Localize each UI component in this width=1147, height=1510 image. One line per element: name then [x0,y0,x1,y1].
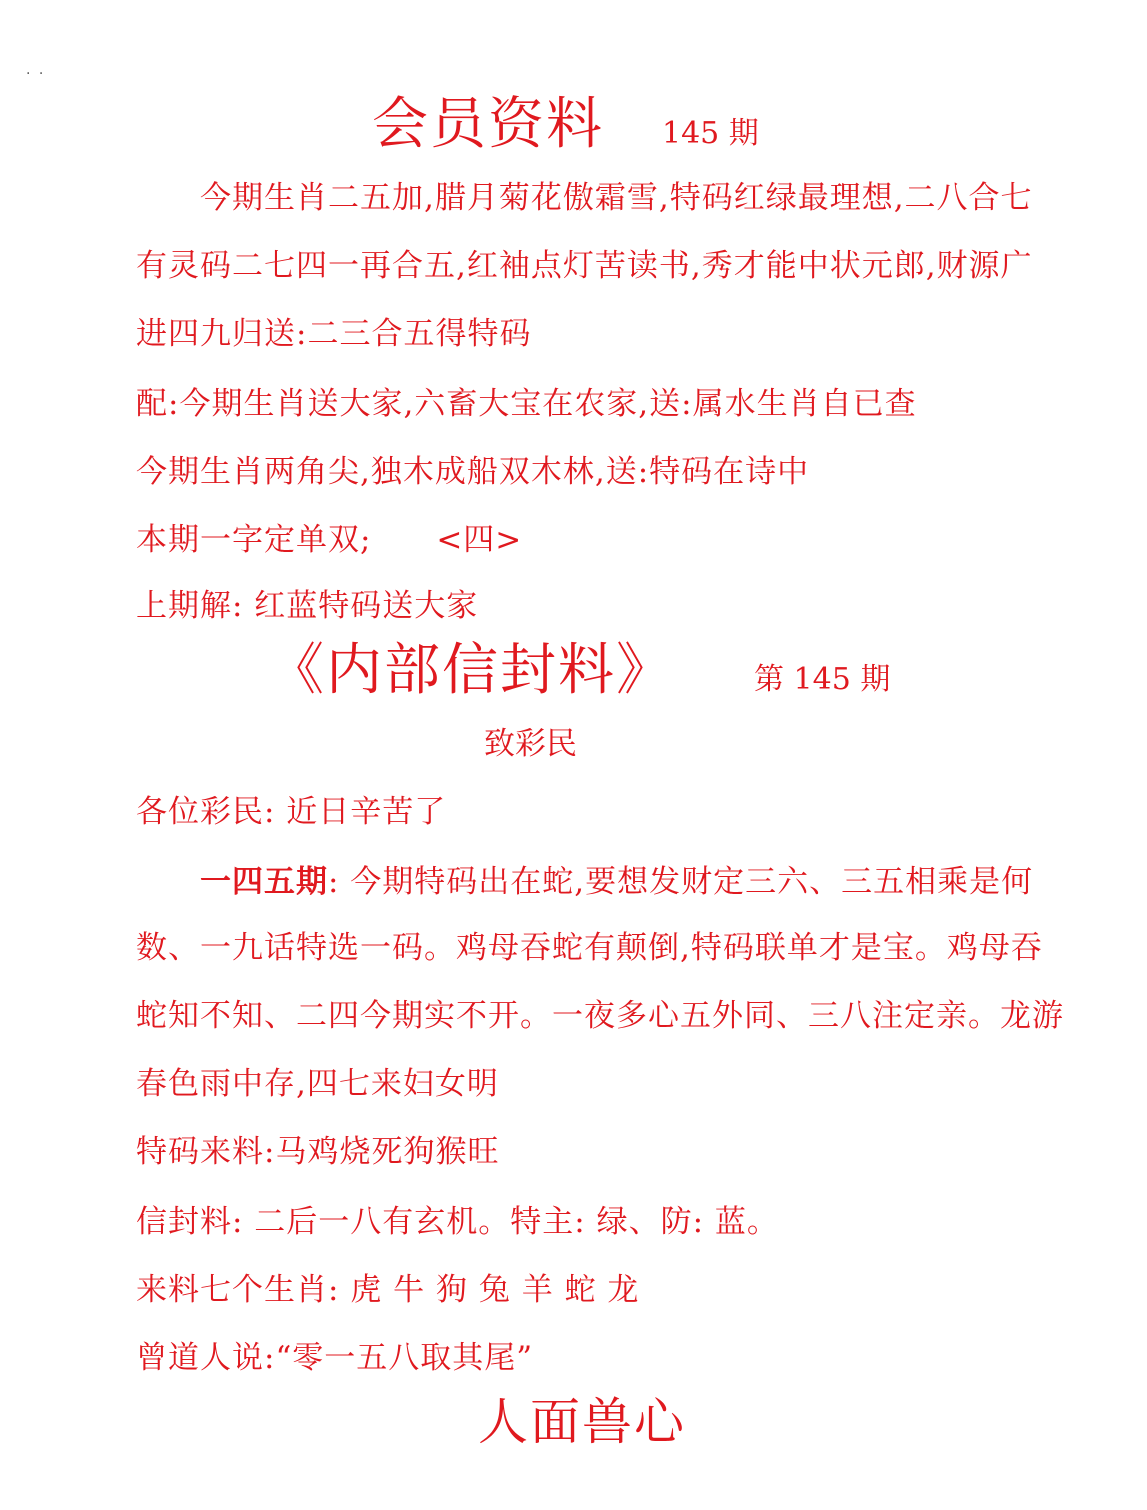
zodiac-list-line: 来料七个生肖: 虎 牛 狗 兔 羊 蛇 龙 [136,1272,640,1308]
corner-mark: . . [26,62,46,78]
single-double-line [136,514,522,559]
paragraph-text: : 今期特码出在蛇,要想发财定三六、三五相乘是何 [328,864,1034,900]
paragraph-line: 春色雨中存,四七来妇女明 [136,1066,499,1102]
quote-line: 曾道人说:“零一五八取其尾” [136,1340,534,1376]
member-info-header [372,80,759,160]
greeting-line: 各位彩民: 近日辛苦了 [136,794,447,830]
paragraph-line: 数、一九话特选一码。鸡母吞蛇有颠倒,特码联单才是宝。鸡母吞 [136,930,1043,966]
issue-lead: 一四五期 [200,864,328,900]
envelope-hint-line: 信封料: 二后一八有玄机。特主: 绿、防: 蓝。 [136,1204,779,1240]
envelope-subtitle: 致彩民 [484,726,577,762]
envelope-issue: 第 145 期 [754,662,891,697]
text-line: 有灵码二七四一再合五,红袖点灯苦读书,秀才能中状元郎,财源广 [136,248,1033,284]
paragraph-line [200,856,1033,901]
closing-title: 人面兽心 [478,1393,686,1451]
special-code-line: 特码来料:马鸡烧死狗猴旺 [136,1134,500,1170]
envelope-title: 《内部信封料》 [268,638,674,703]
member-info-issue: 145 期 [662,116,759,151]
paragraph-line: 蛇知不知、二四今期实不开。一夜多心五外同、三八注定亲。龙游 [136,998,1064,1034]
member-info-title: 会员资料 [372,92,604,157]
envelope-header [268,626,890,706]
text-line: 配:今期生肖送大家,六畜大宝在农家,送:属水生肖自已查 [136,386,917,422]
single-double-answer: <四> [436,522,523,558]
single-double-label: 本期一字定单双; [136,522,372,558]
text-line: 今期生肖两角尖,独木成船双木林,送:特码在诗中 [136,454,810,490]
last-issue-explanation: 上期解: 红蓝特码送大家 [136,588,479,624]
text-line: 今期生肖二五加,腊月菊花傲霜雪,特码红绿最理想,二八合七 [200,180,1033,216]
text-line: 进四九归送:二三合五得特码 [136,316,532,352]
